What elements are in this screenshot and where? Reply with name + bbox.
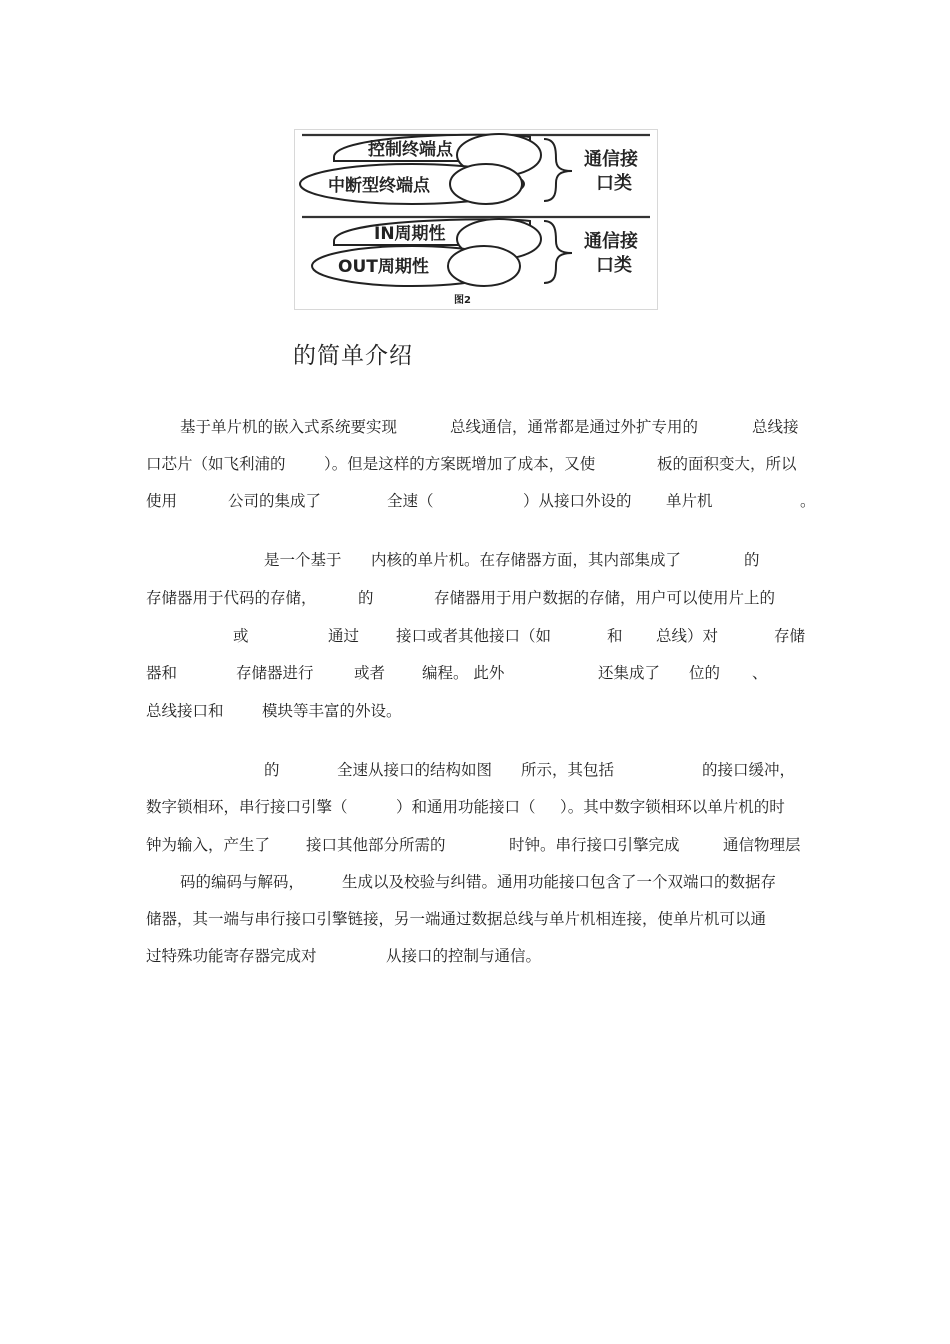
text-segment: ）。其中数字锁相环以单片机的时 — [560, 798, 785, 816]
endpoint-diagram — [294, 129, 658, 310]
text-segment: 生成以及校验与纠错。通用功能接口包含了一个双端口的数据存 — [342, 873, 777, 891]
text-segment: 存储器进行 — [236, 664, 314, 682]
group-1-label-line2: 口类 — [596, 173, 632, 194]
text-segment: 存储 — [774, 627, 806, 645]
text-segment: 器和 — [146, 664, 178, 682]
text-segment: 的 — [264, 761, 280, 779]
text-segment: 板的面积变大，所以 — [657, 455, 797, 473]
group-2-label-line1: 通信接 — [584, 231, 638, 252]
text-segment: 总线通信，通常都是通过外扩专用的 — [450, 418, 699, 436]
text-segment: 位的 — [689, 664, 721, 682]
text-segment: 数字锁相环，串行接口引擎（ — [146, 798, 348, 816]
text-segment: 的接口缓冲， — [702, 761, 796, 779]
text-segment: 编程。 此外 — [422, 664, 505, 682]
text-segment: 接口或者其他接口（如 — [396, 627, 552, 645]
text-segment: 公司的集成了 — [228, 492, 322, 510]
text-segment: 总线接口和 — [146, 702, 224, 720]
label-out-isochronous: OUT周期性 — [338, 257, 429, 277]
text-segment: 通过 — [328, 627, 360, 645]
label-interrupt-endpoint: 中断型终端点 — [328, 176, 430, 196]
text-segment: 或者 — [354, 664, 386, 682]
text-segment: ）。但是这样的方案既增加了成本，又使 — [324, 455, 596, 473]
text-segment: ）从接口外设的 — [523, 492, 632, 510]
text-segment: 时钟。串行接口引擎完成 — [509, 836, 680, 854]
group-1-label-line1: 通信接 — [584, 149, 638, 170]
text-segment: 内核的单片机。在存储器方面，其内部集成了 — [371, 551, 682, 569]
endpoint-diagram-svg — [294, 129, 658, 310]
text-segment: 过特殊功能寄存器完成对 — [146, 947, 317, 965]
text-segment: ）和通用功能接口（ — [396, 798, 536, 816]
text-segment: 接口其他部分所需的 — [306, 836, 446, 854]
text-segment: 通信物理层 — [723, 836, 801, 854]
ellipse-out-isochronous-end — [448, 246, 520, 286]
text-segment: 的 — [744, 551, 760, 569]
text-segment: 口芯片（如飞利浦的 — [146, 455, 286, 473]
label-control-endpoint: 控制终端点 — [368, 140, 453, 160]
text-segment: 存储器用于代码的存储， — [146, 589, 317, 607]
text-segment: 或 — [233, 627, 249, 645]
text-segment: 全速从接口的结构如图 — [337, 761, 493, 779]
text-segment: 储器，其一端与串行接口引擎链接，另一端通过数据总线与单片机相连接，使单片机可以通 — [146, 910, 767, 928]
text-segment: 的 — [358, 589, 374, 607]
label-in-isochronous: IN周期性 — [374, 224, 446, 244]
text-segment: 所示，其包括 — [521, 761, 615, 779]
text-segment: 基于单片机的嵌入式系统要实现 — [180, 418, 398, 436]
figure-caption: 图2 — [454, 295, 471, 306]
text-segment: 全速（ — [387, 492, 434, 510]
text-segment: 存储器用于用户数据的存储，用户可以使用片上的 — [434, 589, 776, 607]
section-heading: 的简单介绍 — [293, 343, 413, 369]
text-segment: 总线接 — [752, 418, 799, 436]
text-segment: 还集成了 — [598, 664, 661, 682]
text-segment: 、 — [752, 664, 768, 682]
text-segment: 是一个基于 — [264, 551, 342, 569]
group-2-label-line2: 口类 — [596, 255, 632, 276]
text-segment: 总线）对 — [656, 627, 719, 645]
text-segment: 。 — [800, 492, 816, 510]
text-segment: 钟为输入，产生了 — [146, 836, 271, 854]
text-segment: 模块等丰富的外设。 — [262, 702, 402, 720]
text-segment: 单片机 — [666, 492, 713, 510]
text-segment: 码的编码与解码， — [180, 873, 305, 891]
ellipse-interrupt-endpoint-end — [450, 164, 522, 204]
text-segment: 和 — [607, 627, 623, 645]
text-segment: 使用 — [146, 492, 178, 510]
text-segment: 从接口的控制与通信。 — [386, 947, 542, 965]
